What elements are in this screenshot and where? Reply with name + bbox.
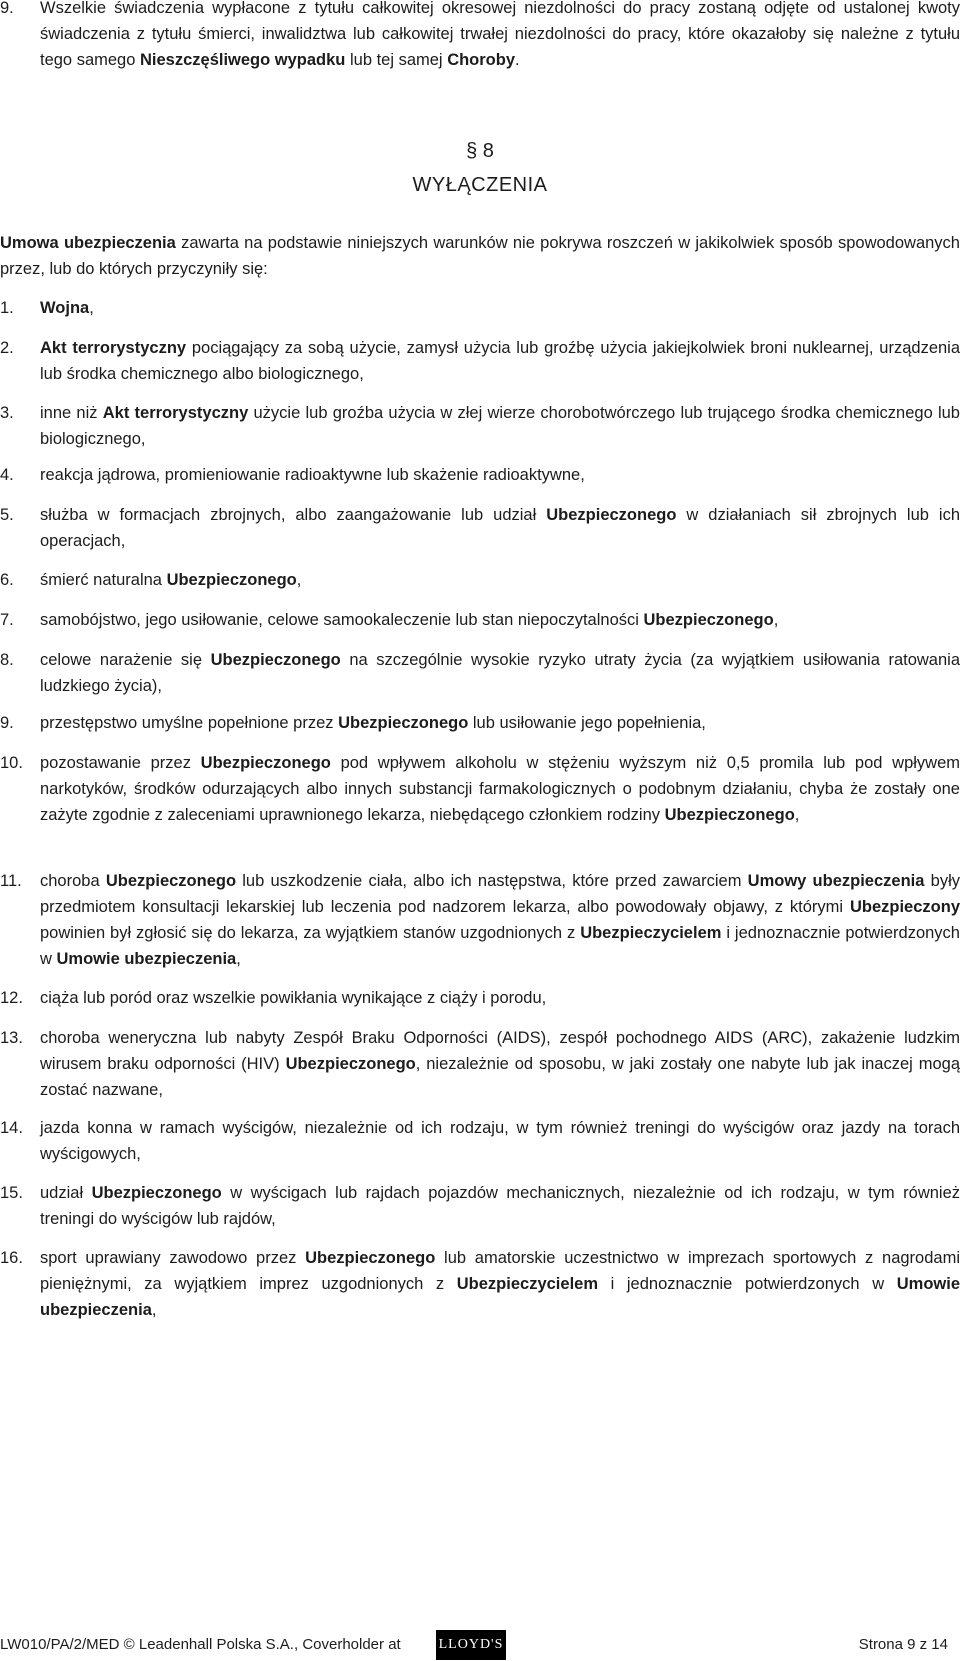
list-item-text: reakcja jądrowa, promieniowanie radioaktywne lub skażenie radioaktywne, [40,466,585,484]
list-item-number: 16. [0,1249,23,1267]
list-item-number: 5. [0,506,14,524]
list-item-text: ciąża lub poród oraz wszelkie powikłania wynikające z ciąży i porodu, [40,989,547,1007]
list-item-text: przestępstwo umyślne popełnione przez Ubezpieczonego lub usiłowanie jego popełnienia, [40,714,706,732]
list-item-text: śmierć naturalna Ubezpieczonego, [40,571,302,589]
list-item-text: służba w formacjach zbrojnych, albo zaangażowanie lub udział Ubezpieczonego w działaniach sił zbrojnych lub ich operacjach, [40,506,960,550]
list-item-number: 12. [0,989,23,1007]
list-item-number: 1. [0,299,14,317]
list-item-text: celowe narażenie się Ubezpieczonego na szczególnie wysokie ryzyko utraty życia (za wyjątkiem usiłowania ratowania ludzkiego życia), [40,651,960,695]
list-item-number: 6. [0,571,14,589]
list-item-text: inne niż Akt terrorystyczny użycie lub groźba użycia w złej wierze chorobotwórczego lub trującego środka chemicznego lub biologicznego, [40,404,960,448]
list-item-number: 3. [0,404,14,422]
list-item-text: udział Ubezpieczonego w wyścigach lub rajdach pojazdów mechanicznych, niezależnie od ich rodzaju, w tym również treningi do wyścigów lub rajdów, [40,1184,960,1228]
list-item-text: Akt terrorystyczny pociągający za sobą użycie, zamysł użycia lub groźbę użycia jakiejkolwiek broni nuklearnej, urządzenia lub środka chemicznego albo biologicznego, [40,339,960,383]
list-item-number: 14. [0,1119,23,1137]
intro-number: 9. [0,0,14,17]
list-item-number: 4. [0,466,14,484]
lead-paragraph: Umowa ubezpieczenia zawarta na podstawie niniejszych warunków nie pokrywa roszczeń w jakikolwiek sposób spowodowanych przez, lub do których przyczyniły się: [0,234,960,278]
footer-copyright: LW010/PA/2/MED © Leadenhall Polska S.A., Coverholder at [0,1636,401,1653]
list-item-text: Wojna, [40,299,94,317]
list-item-number: 8. [0,651,14,669]
list-item-number: 13. [0,1029,23,1047]
lloyds-logo: LLOYD'S [436,1630,506,1660]
page-number: Strona 9 z 14 [858,1636,948,1653]
list-item-text: jazda konna w ramach wyścigów, niezależnie od ich rodzaju, w tym również treningi do wyścigów oraz jazdy na torach wyścigowych, [40,1119,960,1163]
list-item-number: 9. [0,714,14,732]
intro-text: Wszelkie świadczenia wypłacone z tytułu całkowitej okresowej niezdolności do pracy zostaną odjęte od ustalonej kwoty świadczenia z tytułu śmierci, inwalidztwa lub całkowitej trwałej niezdolności do pracy, które okazałoby się należne z tytułu tego samego Nieszczęśliwego wypadku lub tej samej Choroby. [40,0,960,69]
list-item-text: choroba Ubezpieczonego lub uszkodzenie ciała, albo ich następstwa, które przed zawarciem Umowy ubezpieczenia były przedmiotem konsultacji lekarskiej lub leczenia pod nadzorem lekarza, albo powodowały objawy, z którymi Ubezpieczony powinien był zgłosić się do lekarza, za wyjątkiem stanów uzgodnionych z Ubezpieczycielem i jednoznacznie potwierdzonych w Umowie ubezpieczenia, [40,872,960,968]
page-footer [0,1630,960,1660]
section-title: WYŁĄCZENIA [412,174,548,196]
list-item-number: 11. [0,872,22,890]
list-item-text: choroba weneryczna lub nabyty Zespół Braku Odporności (AIDS), zespół pochodnego AIDS (ARC), zakażenie ludzkim wirusem braku odporności (HIV) Ubezpieczonego, niezależnie od sposobu, w jaki zostały one nabyte lub jak inaczej mogą zostać nazwane, [40,1029,960,1099]
list-item-number: 2. [0,339,14,357]
list-item-number: 7. [0,611,14,629]
list-item-text: sport uprawiany zawodowo przez Ubezpieczonego lub amatorskie uczestnictwo w imprezach sportowych z nagrodami pieniężnymi, za wyjątkiem imprez uzgodnionych z Ubezpieczycielem i jednoznacznie potwierdzonych w Umowie ubezpieczenia, [40,1249,960,1319]
list-item-text: samobójstwo, jego usiłowanie, celowe samookaleczenie lub stan niepoczytalności Ubezpieczonego, [40,611,779,629]
list-item-number: 15. [0,1184,23,1202]
section-sign: § 8 [466,140,494,162]
list-item-text: pozostawanie przez Ubezpieczonego pod wpływem alkoholu w stężeniu wyższym niż 0,5 promila lub pod wpływem narkotyków, środków odurzających albo innych substancji farmakologicznych o podobnym działaniu, chyba że zostały one zażyte zgodnie z zaleceniami uprawnionego lekarza, niebędącego członkiem rodziny Ubezpieczonego, [40,754,960,824]
list-item-number: 10. [0,754,23,772]
